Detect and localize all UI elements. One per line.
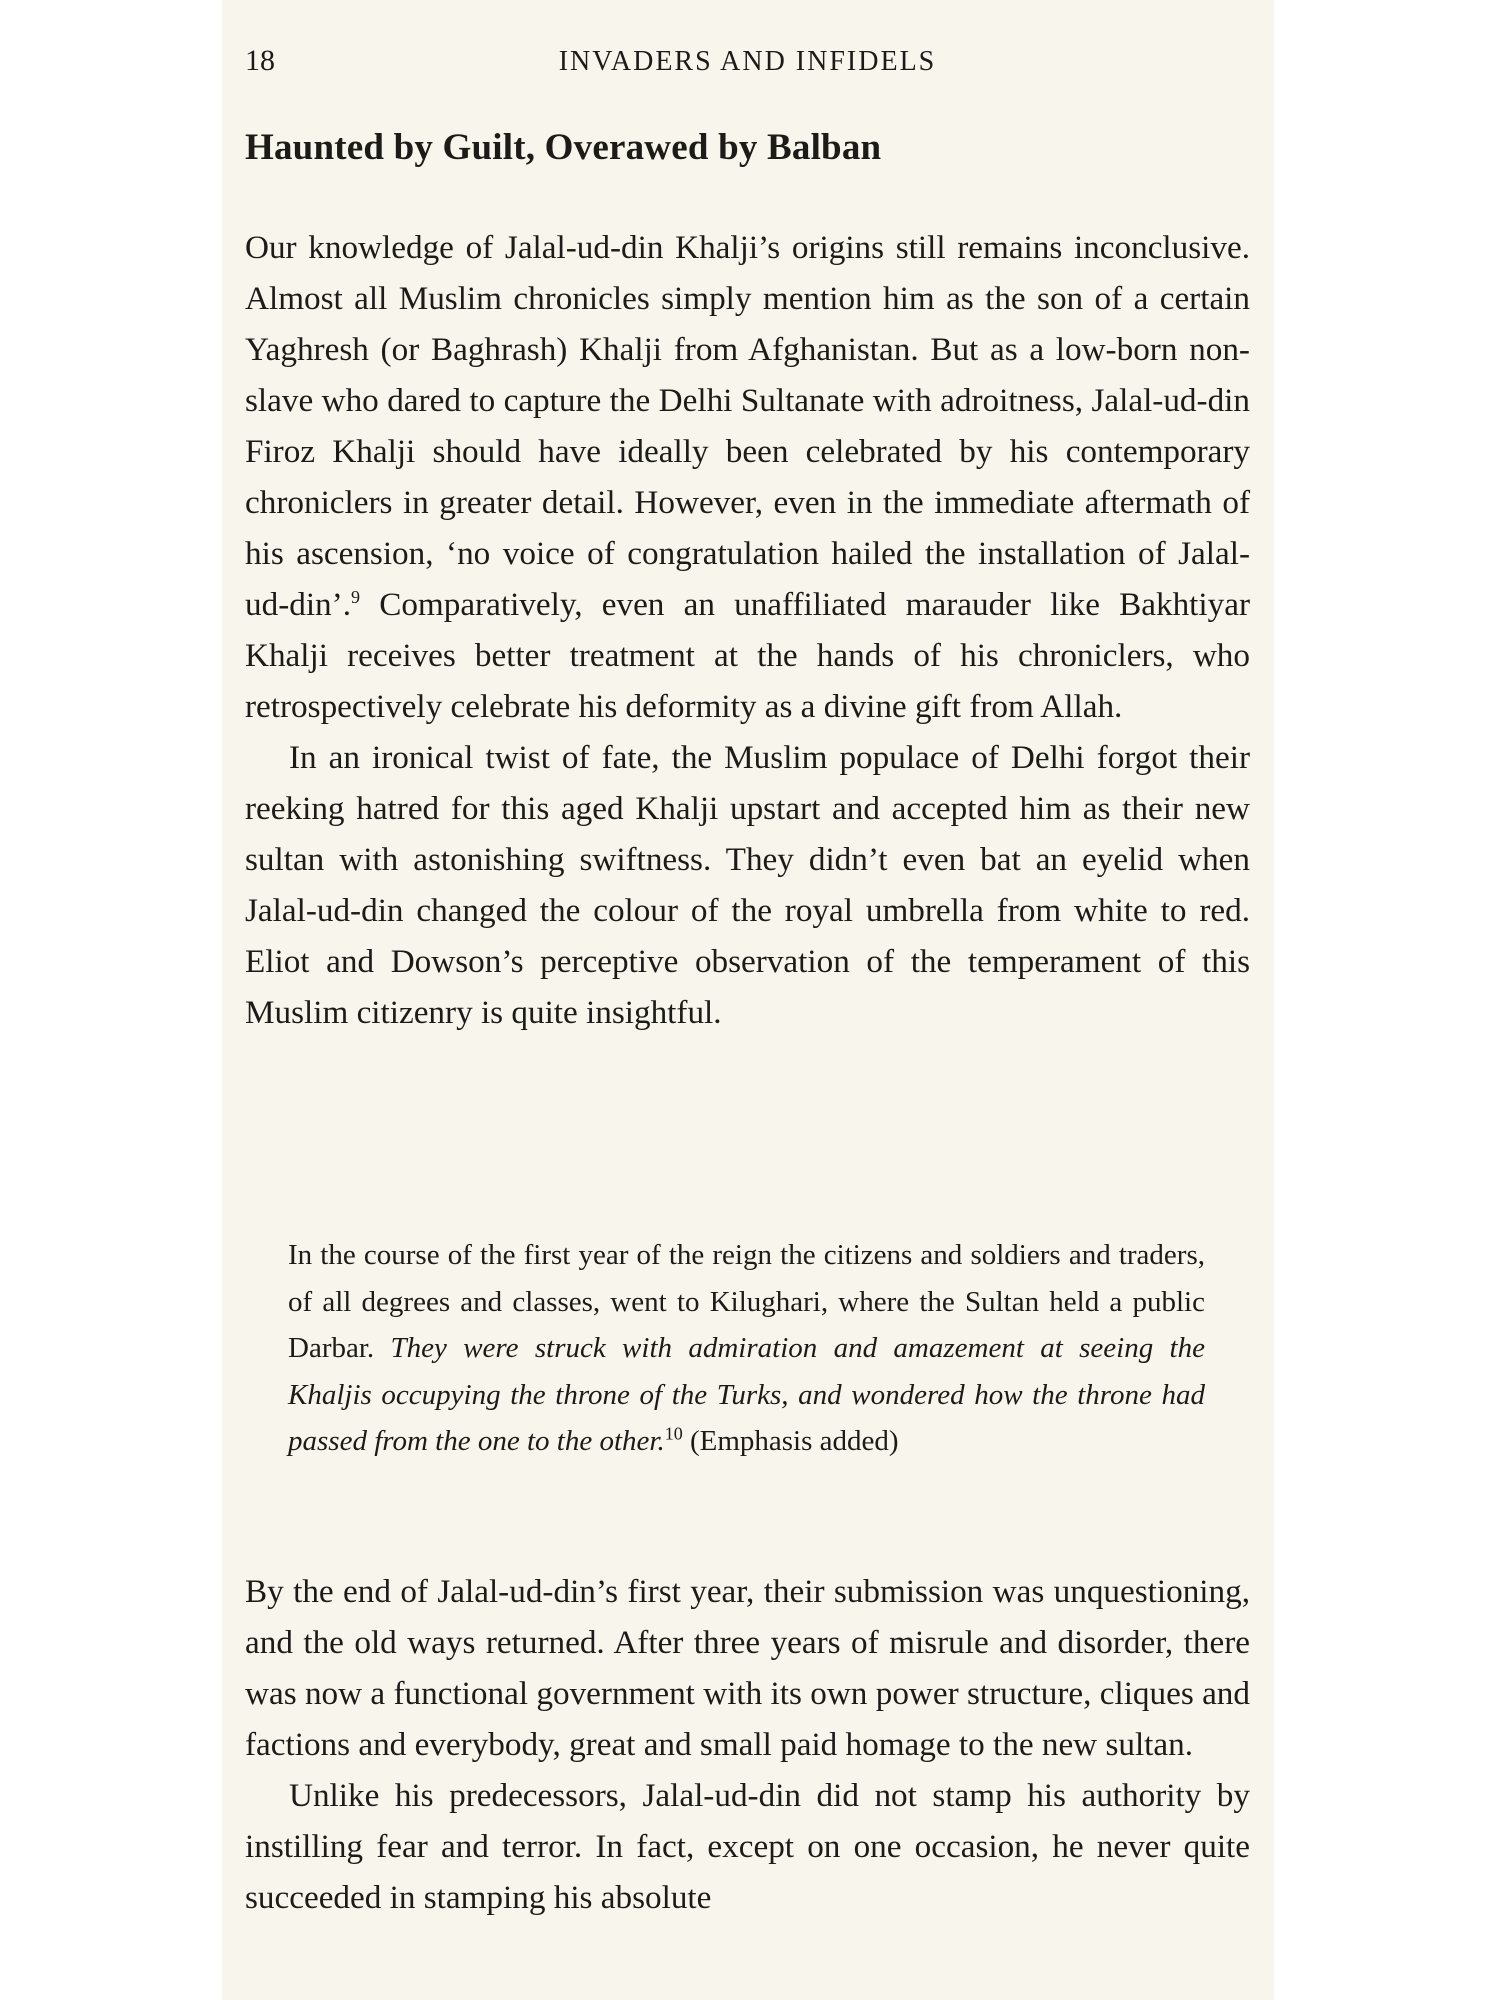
quote-text bbox=[288, 1232, 1205, 1465]
paragraph-origins-text: Our knowledge of Jalal-ud-din Khalji’s origins still remains inconclusive. Almost all Muslim chronicles simply mention him as the son of a certain Yaghresh (or Baghrash) Khalji from Afghanistan. But as a low-born non-slave who dared to capture the Delhi Sultanate with adroitness, Jalal-ud-din Firoz Khalji should have ideally been celebrated by his contemporary chroniclers in greater detail. However, even in the immediate aftermath of his ascension, ‘no voice of congratulation hailed the installation of Jalal-ud-din’. bbox=[245, 229, 1250, 623]
block-quote bbox=[288, 1232, 1205, 1465]
quote-plain-text: In the course of the first year of the reign the citizens and soldiers and traders, of all degrees and classes, went to Kilughari, where the Sultan held a public Darbar. bbox=[288, 1239, 1205, 1364]
paragraph-unlike-predecessors: Unlike his predecessors, Jalal-ud-din did not stamp his authority by instilling fear and terror. In fact, except on one occasion, he never quite succeeded in stamping his absolute bbox=[245, 1777, 1250, 1916]
running-head: INVADERS AND INFIDELS bbox=[558, 46, 937, 77]
body-text-upper bbox=[245, 222, 1250, 1038]
quote-emphasis-note: (Emphasis added) bbox=[682, 1425, 899, 1457]
paragraph-origins bbox=[245, 222, 1250, 732]
page-number: 18 bbox=[245, 44, 275, 77]
page-header bbox=[245, 36, 1250, 86]
quote-italic-text: They were struck with admiration and amazement at seeing the Khaljis occupying the throne of the Turks, and wondered how the throne had passed from the one to the other. bbox=[288, 1332, 1205, 1457]
body-text-lower bbox=[245, 1566, 1250, 1923]
section-heading: Haunted by Guilt, Overawed by Balban bbox=[245, 127, 882, 168]
footnote-ref-9: 9 bbox=[351, 586, 360, 607]
paragraph-origins-continued: Comparatively, even an unaffiliated marauder like Bakhtiyar Khalji receives better treatment at the hands of his chroniclers, who retrospectively celebrate his deformity as a divine gift from Allah. bbox=[245, 586, 1250, 725]
paragraph-ironical-twist: In an ironical twist of fate, the Muslim populace of Delhi forgot their reeking hatred for this aged Khalji upstart and accepted him as their new sultan with astonishing swiftness. They didn’t even bat an eyelid when Jalal-ud-din changed the colour of the royal umbrella from white to red. Eliot and Dowson’s perceptive observation of the temperament of this Muslim citizenry is quite insightful. bbox=[245, 739, 1250, 1031]
footnote-ref-10: 10 bbox=[664, 1423, 683, 1444]
paragraph-submission: By the end of Jalal-ud-din’s first year, their submission was unquestioning, and the old ways returned. After three years of misrule and disorder, there was now a functional government with its own power structure, cliques and factions and everybody, great and small paid homage to the new sultan. bbox=[245, 1573, 1250, 1763]
